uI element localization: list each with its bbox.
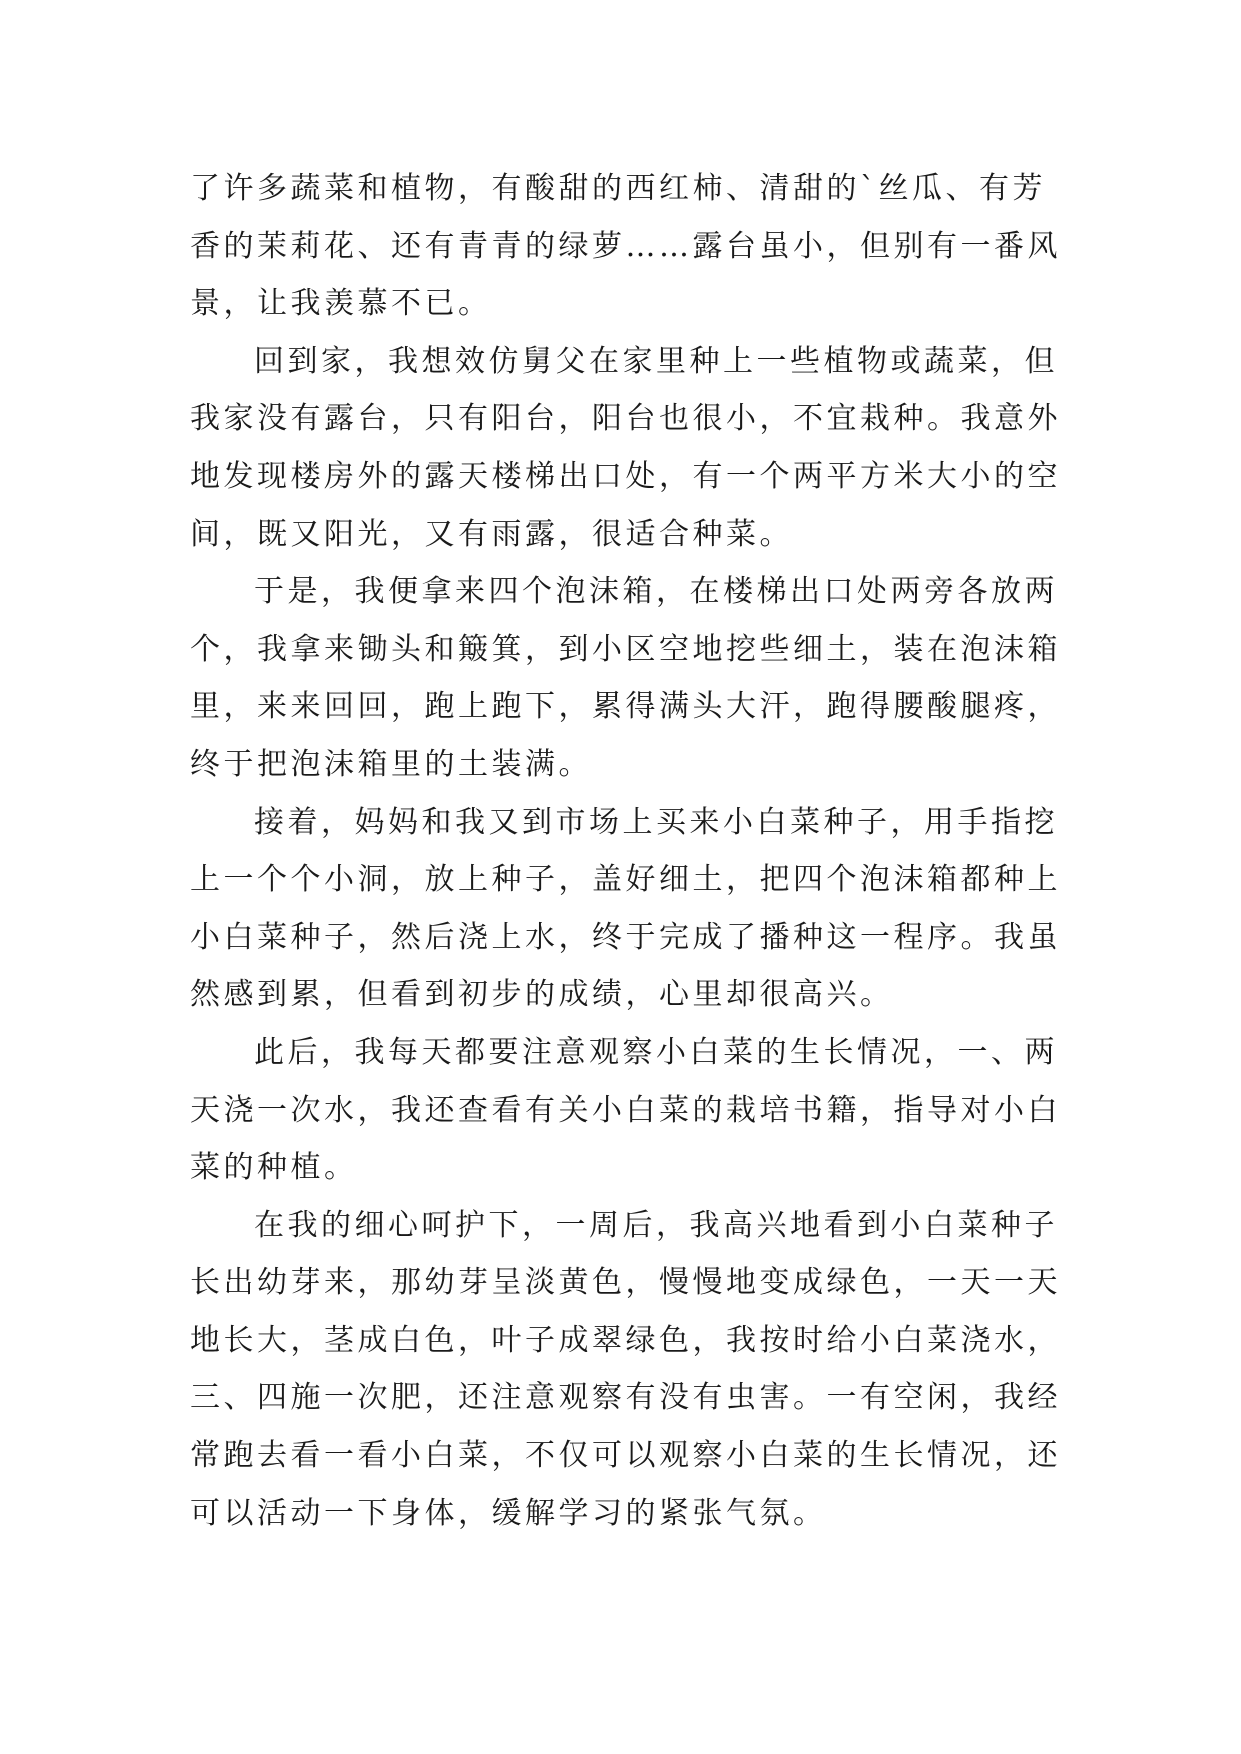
text-line: 长出幼芽来，那幼芽呈淡黄色，慢慢地变成绿色，一天一天 — [190, 1265, 1061, 1301]
paragraph-first-line: 此后，我每天都要注意观察小白菜的生长情况，一、两 — [254, 1034, 1058, 1070]
text-line: 上一个个小洞，放上种子，盖好细土，把四个泡沫箱都种上 — [190, 862, 1061, 898]
text-line: 三、四施一次肥，还注意观察有没有虫害。一有空闲，我经 — [190, 1380, 1061, 1416]
text-line: 地长大，茎成白色，叶子成翠绿色，我按时给小白菜浇水， — [190, 1322, 1061, 1358]
text-line: 可以活动一下身体，缓解学习的紧张气氛。 — [190, 1495, 827, 1531]
text-line: 里，来来回回，跑上跑下，累得满头大汗，跑得腰酸腿疼， — [190, 689, 1061, 725]
text-line: 常跑去看一看小白菜，不仅可以观察小白菜的生长情况，还 — [190, 1438, 1061, 1474]
body-text — [190, 160, 1070, 1542]
paragraph-first-line: 接着，妈妈和我又到市场上买来小白菜种子，用手指挖 — [254, 804, 1058, 840]
text-line: 个，我拿来锄头和簸箕，到小区空地挖些细土，装在泡沫箱 — [190, 631, 1061, 667]
paragraph-first-line: 于是，我便拿来四个泡沫箱，在楼梯出口处两旁各放两 — [254, 574, 1058, 610]
text-line: 然感到累，但看到初步的成绩，心里却很高兴。 — [190, 977, 894, 1013]
text-line: 小白菜种子，然后浇上水，终于完成了播种这一程序。我虽 — [190, 919, 1061, 955]
text-line: 菜的种植。 — [190, 1150, 358, 1186]
text-line: 香的茉莉花、还有青青的绿萝……露台虽小，但别有一番风 — [190, 228, 1061, 264]
text-line: 间，既又阳光，又有雨露，很适合种菜。 — [190, 516, 793, 552]
text-line: 地发现楼房外的露天楼梯出口处，有一个两平方米大小的空 — [190, 458, 1061, 494]
text-line: 了许多蔬菜和植物，有酸甜的西红柿、清甜的`丝瓜、有芳 — [190, 171, 1046, 206]
paragraph-first-line: 在我的细心呵护下，一周后，我高兴地看到小白菜种子 — [254, 1207, 1058, 1243]
text-line: 我家没有露台，只有阳台，阳台也很小，不宜栽种。我意外 — [190, 401, 1061, 437]
text-line: 终于把泡沫箱里的土装满。 — [190, 746, 592, 782]
paragraph-first-line: 回到家，我想效仿舅父在家里种上一些植物或蔬菜，但 — [254, 343, 1058, 379]
text-line: 天浇一次水，我还查看有关小白菜的栽培书籍，指导对小白 — [190, 1092, 1061, 1128]
text-line: 景，让我羡慕不已。 — [190, 286, 492, 322]
